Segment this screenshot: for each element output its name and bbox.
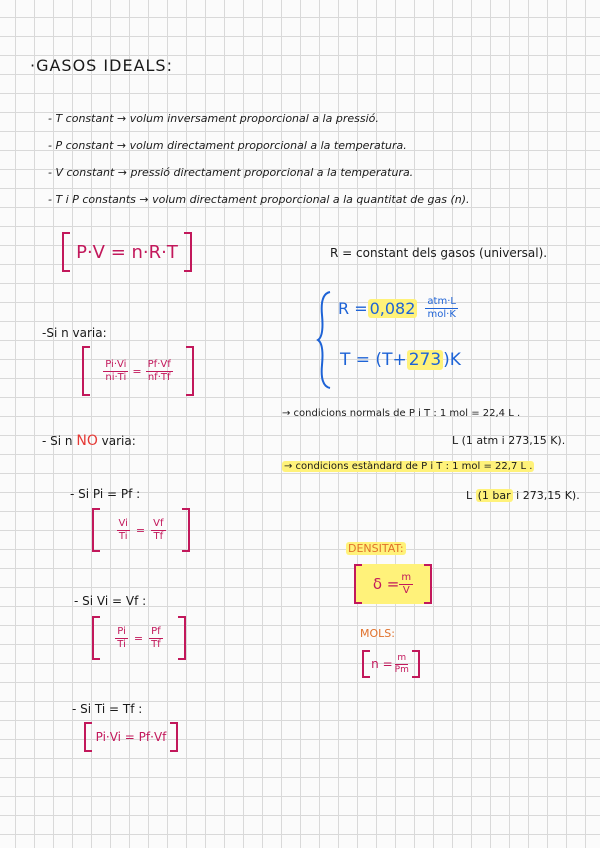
standard-conditions-text: → condicions estàndard de P i T : 1 mol = 22,7 L .: [284, 461, 533, 472]
case-p-right-den: Tf: [153, 530, 164, 542]
si-n-varia-label: -Si n varia:: [42, 326, 107, 340]
densitat-frac: [399, 572, 413, 596]
densitat-label-text: DENSITAT:: [348, 542, 404, 555]
si-n-no-varia-label: [42, 433, 136, 449]
case-p-left-den: Ti: [118, 530, 128, 542]
law-v-constant: - V constant → pressió directament proporcional a la temperatura.: [48, 166, 414, 179]
mols-formula: [362, 650, 420, 678]
densitat-label: [346, 542, 406, 555]
t-offset: 273: [408, 350, 442, 370]
standard-conditions-detail: [466, 489, 580, 502]
case-p-right-num: Vf: [153, 518, 164, 529]
si-n-varia-left-num: Pi·Vi: [105, 359, 127, 370]
r-unit-num: atm·L: [427, 296, 456, 307]
si-n-varia-left: [103, 359, 128, 383]
densitat-num: m: [401, 572, 412, 583]
case-v-right-den: Tf: [151, 638, 161, 650]
case-v-left-num: Pi: [117, 626, 126, 637]
law-t-constant: - T constant → volum inversament proporcional a la pressió.: [48, 112, 379, 125]
t-suffix: )K: [443, 350, 461, 370]
si-n-no-varia-no: NO: [76, 433, 98, 449]
page-title: ·GASOS IDEALS:: [30, 56, 173, 75]
case-p-formula: [92, 508, 190, 552]
normal-conditions-detail: L (1 atm i 273,15 K).: [452, 434, 566, 447]
densitat-lhs: δ =: [372, 575, 400, 593]
mols-den: Pm: [394, 664, 409, 675]
case-v-right: [149, 626, 163, 650]
densitat-formula: [354, 564, 432, 604]
law-tp-constant: - T i P constants → volum directament proporcional a la quantitat de gas (n).: [48, 193, 470, 206]
si-n-no-varia-post: varia:: [97, 434, 136, 448]
mols-num: m: [397, 653, 407, 664]
t-prefix: T = (T+: [340, 350, 407, 370]
normal-conditions: → condicions normals de P i T : 1 mol = 22,4 L .: [282, 408, 521, 419]
ideal-gas-formula: [62, 232, 192, 272]
case-t-label: - Si Ti = Tf :: [72, 702, 143, 716]
curly-brace-icon: [316, 290, 332, 390]
case-v-eq: =: [133, 631, 144, 645]
standard-conditions-bar: (1 bar: [477, 489, 511, 502]
case-p-left-num: Vi: [118, 518, 128, 529]
si-n-no-varia-pre: - Si n: [42, 434, 77, 448]
standard-conditions: [282, 461, 534, 472]
ideal-gas-formula-text: P·V = n·R·T: [76, 241, 178, 263]
r-definition: R = constant dels gasos (universal).: [330, 246, 548, 260]
mols-lhs: n =: [371, 657, 393, 671]
standard-conditions-l: L: [466, 489, 476, 502]
case-p-left: [117, 518, 130, 542]
case-v-left: [115, 626, 128, 650]
r-unit: [425, 296, 458, 320]
case-v-right-num: Pf: [151, 626, 161, 637]
law-p-constant: - P constant → volum directament proporcional a la temperatura.: [48, 139, 407, 152]
r-unit-den: mol·K: [427, 308, 456, 320]
si-n-varia-eq: =: [132, 364, 142, 378]
case-t-formula-text: Pi·Vi = Pf·Vf: [95, 730, 167, 744]
r-value: [338, 296, 458, 320]
densitat-den: V: [402, 584, 410, 596]
mols-label: MOLS:: [360, 627, 395, 640]
case-v-label: - Si Vi = Vf :: [74, 594, 147, 608]
si-n-varia-left-den: ni·Ti: [105, 371, 127, 383]
case-p-eq: =: [135, 523, 146, 537]
r-number: 0,082: [369, 298, 416, 318]
case-p-right: [151, 518, 165, 542]
si-n-varia-formula: [82, 346, 194, 396]
case-p-label: - Si Pi = Pf :: [70, 487, 141, 501]
standard-conditions-rest: i 273,15 K).: [512, 489, 580, 502]
case-t-formula: [84, 722, 178, 752]
mols-frac: [393, 653, 411, 675]
si-n-varia-right: [146, 359, 173, 383]
si-n-varia-right-num: Pf·Vf: [147, 359, 171, 370]
r-prefix: R =: [338, 298, 368, 318]
si-n-varia-right-den: nf·Tf: [147, 371, 171, 383]
case-v-left-den: Ti: [117, 638, 126, 650]
case-v-formula: [92, 616, 186, 660]
t-value: [340, 350, 461, 370]
